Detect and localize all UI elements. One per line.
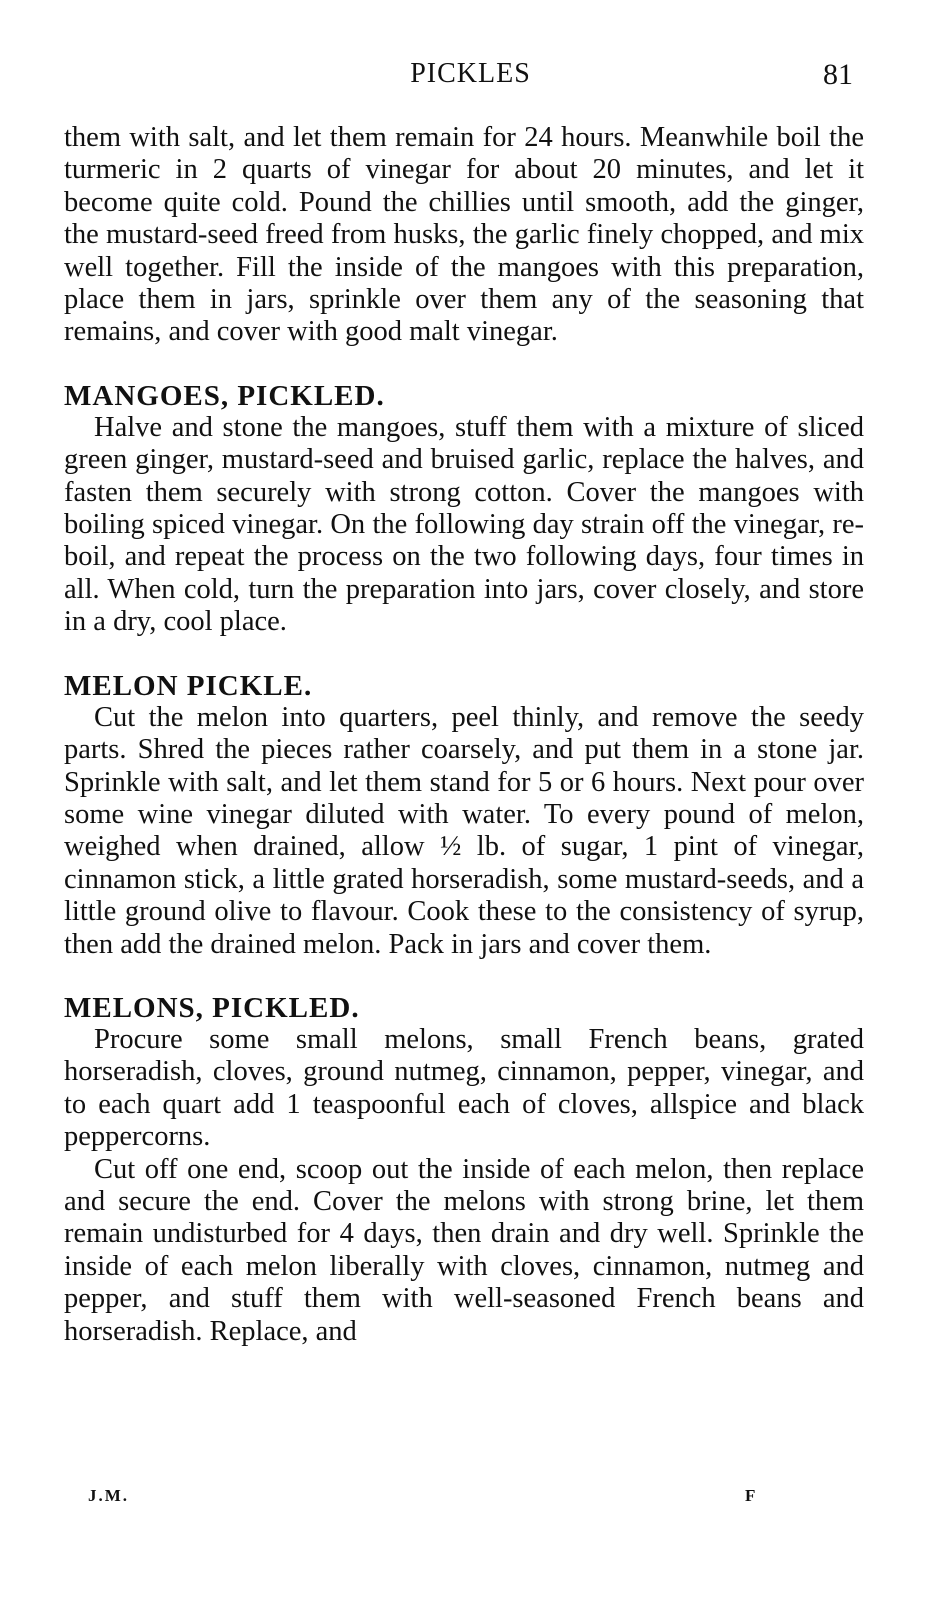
- section-gap: [64, 961, 864, 992]
- section-gap: [64, 349, 864, 380]
- page-number: 81: [823, 58, 853, 91]
- heading-melons-pickled: MELONS, PICKLED.: [64, 991, 360, 1024]
- heading-melon-pickle: MELON PICKLE.: [64, 669, 313, 702]
- paragraph-melon-pickle: Cut the melon into quarters, peel thinly, and remove the seedy parts. Shred the pieces rather coarsely, and put them in a stone jar. Sprinkle with salt, and let them stand for 5 or 6 hours. Next pour over some wine vinegar diluted with water. To every pound of melon, weighed when drained, allow ½ lb. of sugar, 1 pint of vinegar, cinnamon stick, a little grated horseradish, some mustard-seeds, and a little ground olive to flavour. Cook these to the consistency of syrup, then add the drained melon. Pack in jars and cover them.: [64, 701, 864, 960]
- continued-paragraph: them with salt, and let them remain for 24 hours. Meanwhile boil the turmeric in 2 quarts of vinegar for about 20 minutes, and let it become quite cold. Pound the chillies until smooth, add the ginger, the mustard-seed freed from husks, the garlic finely chopped, and mix well together. Fill the inside of the mangoes with this preparation, place them in jars, sprinkle over them any of the seasoning that remains, and cover with good malt vinegar.: [64, 122, 864, 348]
- section-gap: [64, 639, 864, 670]
- running-title: PICKLES: [410, 58, 531, 89]
- body-text: [64, 122, 864, 1348]
- heading-mangoes-pickled: MANGOES, PICKLED.: [64, 379, 385, 412]
- running-head: [0, 58, 941, 98]
- paragraph-melons-pickled-2: Cut off one end, scoop out the inside of each melon, then replace and secure the end. Cover the melons with strong brine, let them remain undisturbed for 4 days, then drain and dry well. Sprinkle the inside of each melon liberally with cloves, cinnamon, nutmeg and pepper, and stuff them with well-seasoned French beans and horseradish. Replace, and: [64, 1153, 864, 1347]
- signature-mark-left: J.M.: [88, 1486, 130, 1505]
- paragraph-mangoes-pickled: Halve and stone the mangoes, stuff them with a mixture of sliced green ginger, mustard-seed and bruised garlic, replace the halves, and fasten them securely with strong cotton. Cover the mangoes with boiling spiced vinegar. On the following day strain off the vinegar, re-boil, and repeat the process on the two following days, four times in all. When cold, turn the preparation into jars, cover closely, and store in a dry, cool place.: [64, 411, 864, 638]
- paragraph-melons-pickled-1: Procure some small melons, small French beans, grated horseradish, cloves, ground nutmeg, cinnamon, pepper, vinegar, and to each quart add 1 teaspoonful each of cloves, allspice and black peppercorns.: [64, 1023, 864, 1153]
- signature-mark-right: F: [745, 1486, 758, 1505]
